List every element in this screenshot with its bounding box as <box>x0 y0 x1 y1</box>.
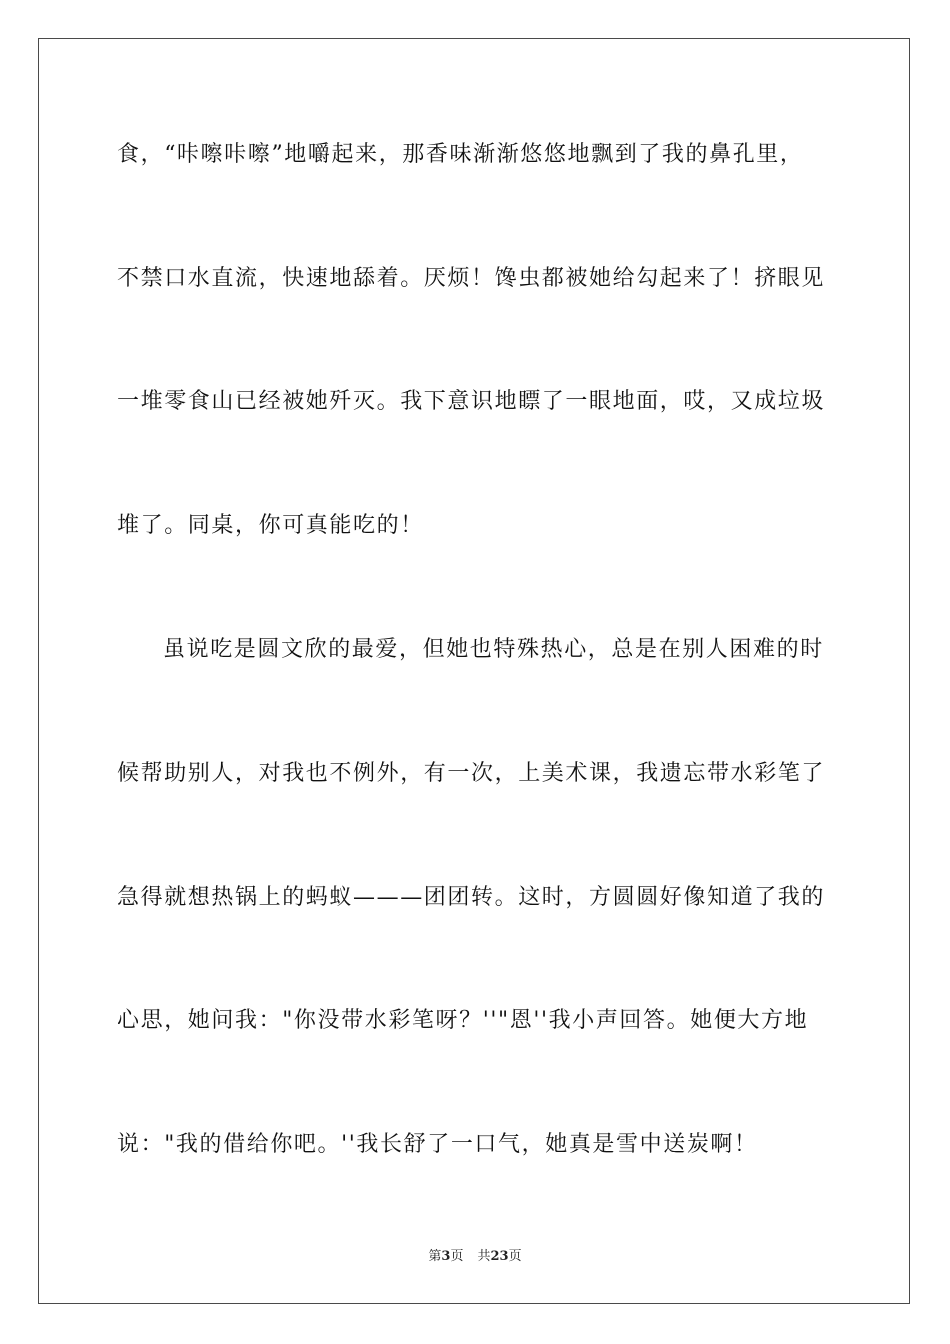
total-pages: 23 <box>490 1249 509 1264</box>
paragraph-first-line: 虽说吃是圆文欣的最爱，但她也特殊热心，总是在别人困难的时 <box>163 637 824 662</box>
page-label-prefix: 第 <box>428 1249 442 1264</box>
text-line: 候帮助别人，对我也不例外，有一次，上美术课，我遗忘带水彩笔了 <box>117 761 826 786</box>
total-label-prefix: 共 <box>477 1249 491 1264</box>
page-border <box>38 38 910 1304</box>
total-label-suffix: 页 <box>508 1249 522 1264</box>
text-line: 食，“咔嚓咔嚓”地嚼起来，那香味渐渐悠悠地飘到了我的鼻孔里， <box>117 142 804 167</box>
page-number: 3 <box>441 1249 451 1264</box>
text-line: 一堆零食山已经被她歼灭。我下意识地瞟了一眼地面，哎，又成垃圾 <box>117 389 826 414</box>
text-line: 心思，她问我："你没带水彩笔呀？''"恩''我小声回答。她便大方地 <box>117 1008 809 1033</box>
text-line: 不禁口水直流，快速地舔着。厌烦！馋虫都被她给勾起来了！挤眼见 <box>117 266 826 291</box>
page-footer <box>0 1248 950 1266</box>
page-label-suffix: 页 <box>450 1249 464 1264</box>
text-line: 急得就想热锅上的蚂蚁———团团转。这时，方圆圆好像知道了我的 <box>117 885 826 910</box>
text-line: 堆了。同桌，你可真能吃的！ <box>117 513 424 538</box>
text-line: 说："我的借给你吧。''我长舒了一口气，她真是雪中送炭啊！ <box>117 1132 758 1157</box>
